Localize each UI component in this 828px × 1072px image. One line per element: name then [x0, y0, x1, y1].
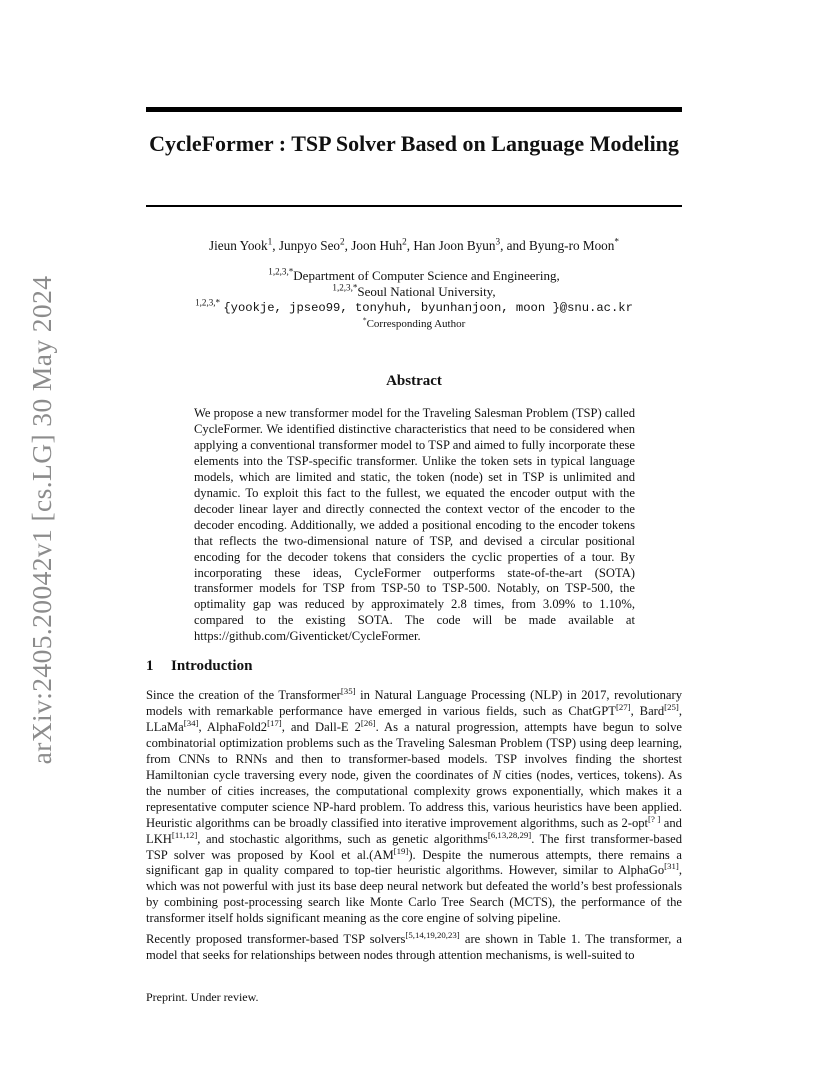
author-name: Han Joon Byun: [413, 238, 496, 253]
author-affiliation-mark: *: [614, 236, 619, 247]
title-bottom-rule: [146, 205, 682, 207]
citation: [19]: [393, 845, 409, 856]
citation: [26]: [360, 717, 376, 728]
citation: [5,14,19,20,23]: [405, 930, 460, 941]
text-run: in Natural Language Processing (NLP) in 2017, revolutionary models with remarkable performance have emerged in various fields, such as ChatGPT: [146, 688, 682, 718]
section-number: 1: [146, 658, 154, 674]
author-list: [146, 238, 682, 254]
text-run: , and Dall-E 2: [281, 719, 361, 734]
citation: [17]: [267, 717, 282, 728]
text-run: . The first transformer-based TSP solver was proposed by Kool et al.(AM: [146, 831, 682, 862]
title-top-rule: [146, 107, 682, 112]
author-name: Joon Huh: [351, 238, 403, 253]
citation: [25]: [664, 701, 679, 712]
abstract-text: We propose a new transformer model for the Traveling Salesman Problem (TSP) called CycleFormer. We identified distinctive characteristics that need to be considered when applying a conventional transformer model to TSP and aimed to fully incorporate these elements into the TSP-specific transformer. Unlike the token sets in typical language models, which are limited and static, the token (node) set in TSP is unlimited and dynamic. To exploit this fact to the fullest, we equated the encoder output with the decoder linear layer and directly connected the context vector of the encoder to the decoder encoding. Additionally, we added a positional encoding to the encoder tokens that reflects the two-dimensional nature of TSP, and devised a circular positional encoding for the decoder tokens that considers the cyclic properties of a tour. By incorporating these ideas, CycleFormer outperforms state-of-the-art (SOTA) transformer models for TSP from TSP-50 to TSP-500. Notably, on TSP-500, the optimality gap was reduced by approximately 2.8 times, from 3.09% to 1.10%, compared to the existing SOTA. The code will be made available at https://github.com/Giventicket/CycleFormer.: [194, 406, 635, 644]
text-run: , AlphaFold2: [198, 719, 268, 734]
arxiv-identifier-text: arXiv:2405.20042v1 [cs.LG] 30 May 2024: [26, 275, 57, 765]
section-title: Introduction: [171, 658, 253, 674]
text-run: ). Despite the numerous attempts, there remains a significant gap in quality compared to top-tier heuristic algorithms. However, similar to AlphaGo: [146, 847, 682, 878]
text-run: cities (nodes, vertices, tokens). As the number of cities increases, the computational complexity grows exponentially, which makes it a representative computer science NP-hard problem. To address this, various heuristics have been applied. Heuristic algorithms can be broadly classified into iterative improvement algorithms, such as 2-opt: [146, 767, 683, 830]
arxiv-identifier: [22, 275, 62, 765]
affiliations: [146, 268, 682, 332]
citation: [? ]: [648, 813, 661, 824]
author-separator: ,: [272, 238, 279, 253]
text-run: are shown in Table 1. The transformer, a model that seeks for relationships between nodes through attention mechanisms, is well-suited to: [146, 932, 682, 963]
text-run: , which was not powerful with just its base deep neural network but defeated the world’s best professionals by combining post-processing search like Monte Carlo Tree Search (MCTS), the performance of the transformer itself holds significant meaning as the core engine of solving pipeline.: [146, 863, 682, 926]
author-name: Byung-ro Moon: [529, 238, 615, 253]
author-separator: ,: [344, 238, 352, 253]
corresponding-author-note: *Corresponding Author: [362, 314, 466, 330]
citation: [27]: [615, 701, 631, 712]
author-separator: ,: [406, 238, 414, 253]
affiliation-university: $^{1,2,3,*}$Seoul National University,: [332, 282, 496, 299]
paragraph: [146, 685, 683, 927]
text-run: Since the creation of the Transformer: [146, 688, 341, 702]
text-run: , and stochastic algorithms, such as genetic algorithms: [197, 831, 488, 846]
text-run: , Bard: [630, 703, 665, 718]
author-emails: $^{1,2,3,*}$ {yookje, jpseo99, tonyhuh, byunhanjoon, moon }@snu.ac.kr: [195, 297, 633, 315]
author-name: Junpyo Seo: [278, 238, 341, 253]
citation: [34]: [183, 717, 199, 728]
paragraph: [146, 932, 682, 964]
citation: [31]: [664, 861, 679, 872]
text-run: and LKH: [146, 815, 682, 846]
citation: [11,12]: [171, 829, 198, 840]
author-affiliation-mark: 2: [402, 236, 407, 247]
author-name: Jieun Yook: [208, 238, 268, 253]
introduction-body: [146, 685, 683, 969]
author-separator: , and: [500, 238, 530, 253]
citation: [6,13,28,29]: [487, 829, 532, 840]
text-run: Recently proposed transformer-based TSP solvers: [146, 932, 406, 947]
abstract-heading: Abstract: [386, 373, 442, 389]
author-affiliation-mark: 1: [267, 236, 273, 247]
paper-title: CycleFormer : TSP Solver Based on Language Modeling: [149, 131, 679, 156]
author-affiliation-mark: 2: [340, 236, 345, 247]
text-run: , LLaMa: [146, 703, 682, 734]
text-run: . As a natural progression, attempts have begun to solve combinatorial optimization problems such as the Traveling Salesman Problem (TSP) using deep learning, from CNNs to RNNs and then to transformer-based models. TSP involves finding the shortest Hamiltonian cycle traversing every node, given the coordinates of: [146, 719, 682, 782]
citation: [35]: [340, 685, 356, 696]
math-symbol: N: [492, 767, 502, 782]
section-heading-introduction: [146, 658, 252, 675]
page-footer: Preprint. Under review.: [146, 990, 259, 1004]
affiliation-department: $^{1,2,3,*}$Department of Computer Science and Engineering,: [268, 266, 560, 283]
author-affiliation-mark: 3: [495, 236, 501, 247]
